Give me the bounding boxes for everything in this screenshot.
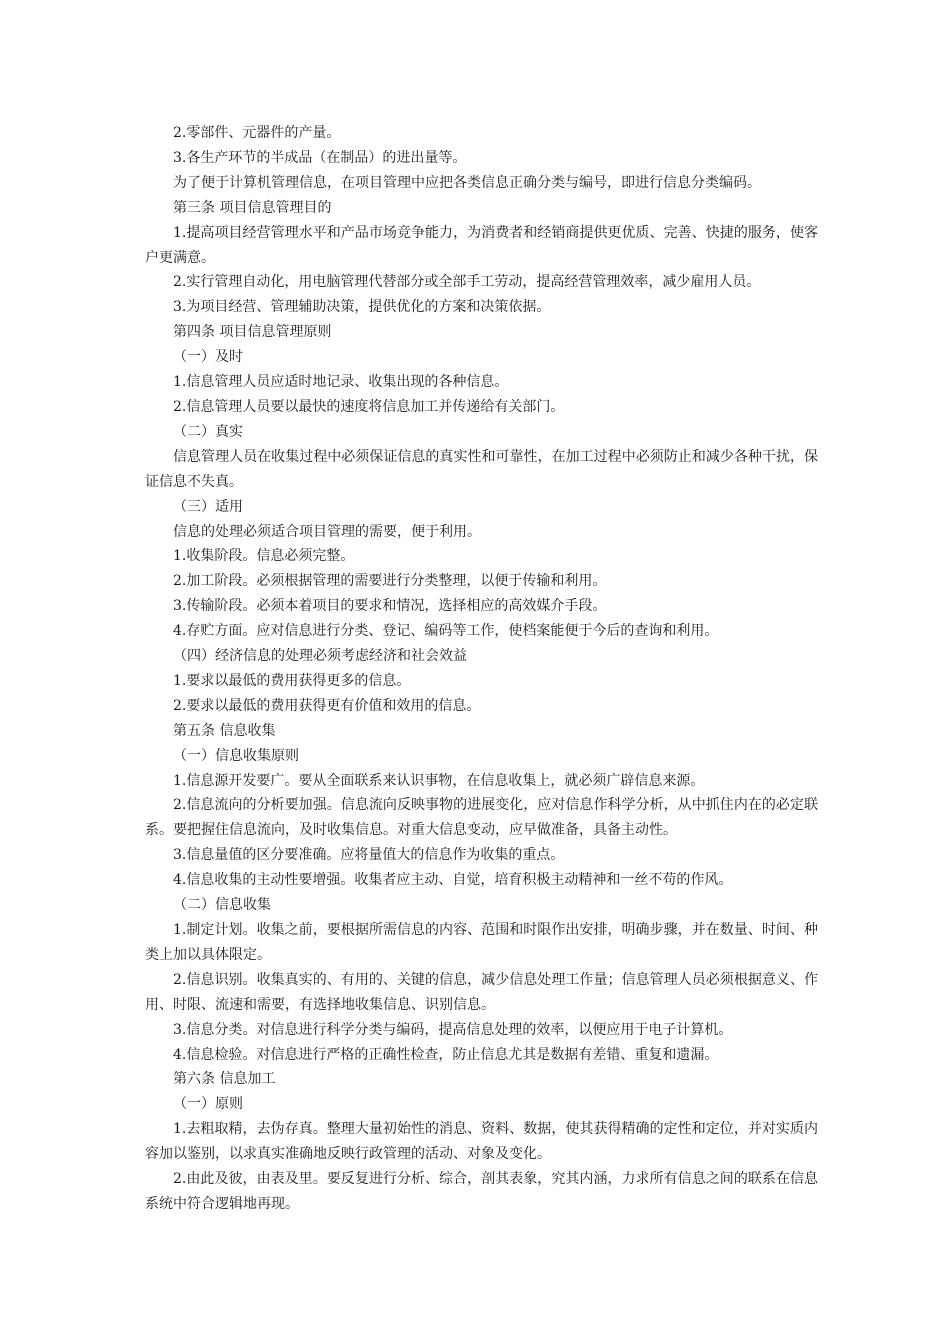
- paragraph: 3.信息量值的区分要准确。应将量值大的信息作为收集的重点。: [173, 847, 565, 864]
- paragraph: 3.各生产环节的半成品（在制品）的进出量等。: [173, 149, 467, 166]
- paragraph: 1.提高项目经营管理水平和产品市场竞争能力，为消费者和经销商提供更优质、完善、快捷的服务，使客户更满意。: [145, 224, 818, 266]
- paragraph: 1.去粗取精，去伪存真。整理大量初始性的消息、资料、数据，使其获得精确的定性和定位，并对实质内容加以鉴别，以求真实准确地反映行政管理的活动、对象及变化。: [145, 1121, 818, 1163]
- paragraph: 3.信息分类。对信息进行科学分类与编码，提高信息处理的效率，以便应用于电子计算机。: [173, 1021, 733, 1038]
- paragraph: 2.信息管理人员要以最快的速度将信息加工并传递给有关部门。: [173, 398, 565, 415]
- section-heading: 第四条 项目信息管理原则: [173, 324, 332, 341]
- paragraph: 2.零部件、元器件的产量。: [173, 125, 341, 141]
- subsection-heading: （四）经济信息的处理必须考虑经济和社会效益: [173, 648, 467, 665]
- paragraph: 为了便于计算机管理信息，在项目管理中应把各类信息正确分类与编号，即进行信息分类编码。: [173, 174, 761, 191]
- section-heading: 第六条 信息加工: [173, 1071, 276, 1088]
- paragraph: 信息的处理必须适合项目管理的需要，便于利用。: [173, 523, 481, 540]
- paragraph: 2.信息流向的分析要加强。信息流向反映事物的进展变化，应对信息作科学分析，从中抓住内在的必定联系。要把握住信息流向，及时收集信息。对重大信息变动，应早做准备，具备主动性。: [145, 797, 818, 839]
- paragraph: 信息管理人员在收集过程中必须保证信息的真实性和可靠性，在加工过程中必须防止和减少各种干扰，保证信息不失真。: [145, 448, 818, 490]
- subsection-heading: （二）真实: [173, 423, 243, 440]
- subsection-heading: （二）信息收集: [173, 897, 271, 914]
- paragraph: 2.实行管理自动化，用电脑管理代替部分或全部手工劳动，提高经营管理效率，减少雇用人员。: [173, 274, 761, 291]
- paragraph: 2.由此及彼，由表及里。要反复进行分析、综合，剖其表象，究其内涵，力求所有信息之间的联系在信息系统中符合逻辑地再现。: [145, 1171, 818, 1212]
- section-heading: 第三条 项目信息管理目的: [173, 199, 332, 216]
- document-body: [145, 121, 818, 1217]
- paragraph: 2.加工阶段。必须根据管理的需要进行分类整理，以便于传输和利用。: [173, 573, 607, 590]
- paragraph: 2.信息识别。收集真实的、有用的、关键的信息，减少信息处理工作量；信息管理人员必须根据意义、作用、时限、流速和需要，有选择地收集信息、识别信息。: [145, 971, 818, 1013]
- subsection-heading: （一）及时: [173, 349, 243, 366]
- paragraph: 4.信息收集的主动性要增强。收集者应主动、自觉，培育积极主动精神和一丝不苟的作风。: [173, 872, 733, 889]
- paragraph: 1.要求以最低的费用获得更多的信息。: [173, 672, 411, 689]
- section-heading: 第五条 信息收集: [173, 722, 276, 739]
- subsection-heading: （一）信息收集原则: [173, 747, 299, 764]
- subsection-heading: （三）适用: [173, 498, 243, 515]
- paragraph: 1.信息源开发要广。要从全面联系来认识事物，在信息收集上，就必须广辟信息来源。: [173, 772, 705, 789]
- paragraph: 4.信息检验。对信息进行严格的正确性检查，防止信息尤其是数据有差错、重复和遗漏。: [173, 1046, 719, 1063]
- paragraph: 3.为项目经营、管理辅助决策，提供优化的方案和决策依据。: [173, 299, 551, 316]
- paragraph: 1.制定计划。收集之前，要根据所需信息的内容、范围和时限作出安排，明确步骤，并在数量、时间、种类上加以具体限定。: [145, 922, 818, 963]
- paragraph: 3.传输阶段。必须本着项目的要求和情况，选择相应的高效媒介手段。: [173, 598, 607, 615]
- subsection-heading: （一）原则: [173, 1096, 243, 1113]
- paragraph: 4.存贮方面。应对信息进行分类、登记、编码等工作，使档案能便于今后的查询和利用。: [173, 623, 719, 640]
- paragraph: 1.信息管理人员应适时地记录、收集出现的各种信息。: [173, 374, 509, 391]
- paragraph: 2.要求以最低的费用获得更有价值和效用的信息。: [173, 697, 481, 714]
- paragraph: 1.收集阶段。信息必须完整。: [173, 548, 355, 565]
